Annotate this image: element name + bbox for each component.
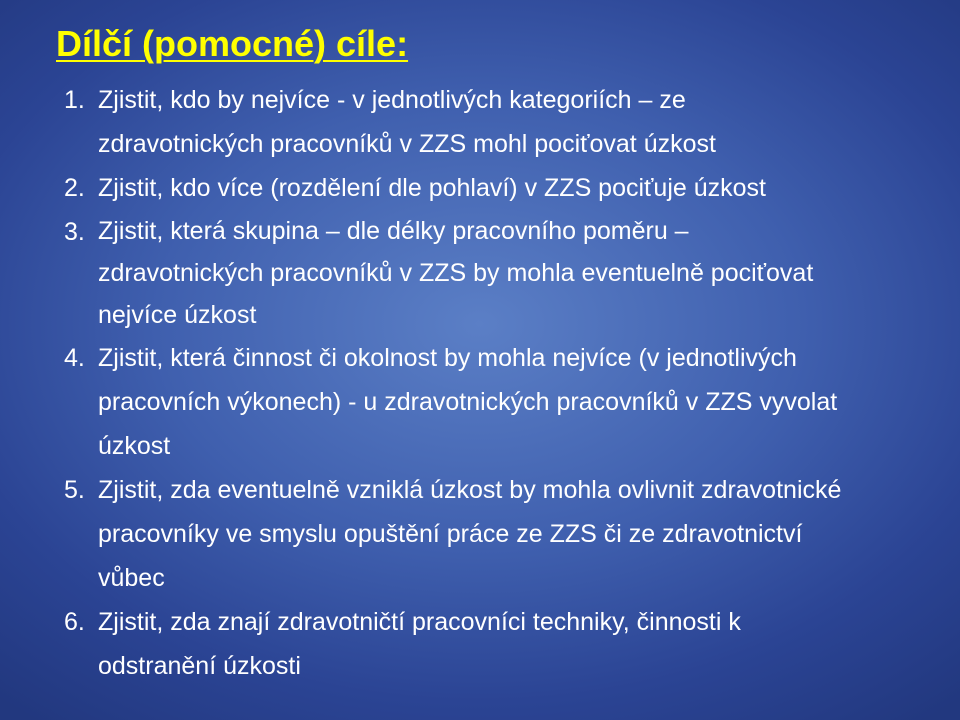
goal-text: Zjistit, která činnost či okolnost by mohla nejvíce (v jednotlivých pracovních výkonech) - u zdravotnických pracovníků v ZZS vyvolat úzkost	[98, 344, 838, 460]
goal-item-3	[64, 210, 924, 336]
goal-text: Zjistit, zda eventuelně vzniklá úzkost by mohla ovlivnit zdravotnické pracovníky ve smyslu opuštění práce ze ZZS či ze zdravotnictví vůbec	[98, 476, 842, 592]
goal-item-2	[64, 166, 924, 210]
goals-list	[64, 78, 924, 688]
slide-title: Dílčí (pomocné) cíle:	[56, 23, 409, 64]
goal-text: Zjistit, zda znají zdravotničtí pracovníci techniky, činnosti k odstranění úzkosti	[98, 608, 741, 680]
goal-number: 3.	[64, 218, 85, 246]
goal-number: 1.	[64, 86, 85, 114]
goal-text: Zjistit, která skupina – dle délky pracovního poměru – zdravotnických pracovníků v ZZS by mohla eventuelně pociťovat nejvíce úzkost	[98, 217, 814, 329]
goal-item-1	[64, 78, 924, 166]
goal-number: 5.	[64, 476, 85, 504]
goal-item-4	[64, 336, 924, 468]
goal-number: 2.	[64, 174, 85, 202]
goal-number: 6.	[64, 608, 85, 636]
goal-text: Zjistit, kdo více (rozdělení dle pohlaví) v ZZS pociťuje úzkost	[98, 174, 766, 202]
goal-number: 4.	[64, 344, 85, 372]
goal-text: Zjistit, kdo by nejvíce - v jednotlivých kategoriích – ze zdravotnických pracovníků v ZZS mohl pociťovat úzkost	[98, 86, 716, 158]
goal-item-5	[64, 468, 924, 600]
goal-item-6	[64, 600, 924, 688]
